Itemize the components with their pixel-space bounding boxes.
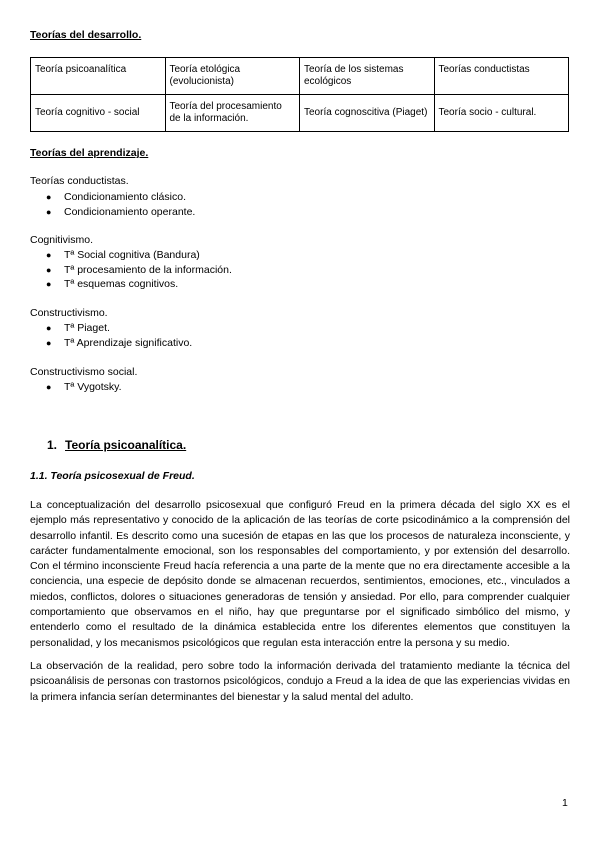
page-number: 1 bbox=[562, 797, 568, 809]
table-cell: Teoría del procesamiento de la información. bbox=[165, 95, 300, 132]
list-item-text: Tª procesamiento de la información. bbox=[64, 263, 232, 276]
list-item-text: Condicionamiento operante. bbox=[64, 205, 196, 218]
list-item bbox=[30, 248, 232, 263]
learning-group-label: Constructivismo. bbox=[30, 307, 108, 319]
table-cell: Teoría psicoanalítica bbox=[31, 58, 166, 95]
list-item bbox=[30, 336, 192, 351]
list-item bbox=[30, 380, 122, 395]
list-item-text: Condicionamiento clásico. bbox=[64, 191, 186, 203]
bullet-icon: ● bbox=[46, 250, 52, 260]
learning-group-label: Constructivismo social. bbox=[30, 366, 138, 378]
section-number: 1. bbox=[47, 438, 58, 452]
table-cell: Teoría cognitivo - social bbox=[31, 95, 166, 132]
list-item-text: Tª Piaget. bbox=[64, 322, 110, 334]
list-item-text: Tª esquemas cognitivos. bbox=[64, 278, 179, 290]
bullet-icon: ● bbox=[46, 337, 52, 348]
list-item bbox=[30, 205, 195, 220]
bullet-icon: ● bbox=[46, 206, 52, 217]
learning-group-list bbox=[30, 248, 232, 292]
subsection-heading: 1.1. Teoría psicosexual de Freud. bbox=[30, 470, 195, 482]
section-title: Teoría psicoanalítica. bbox=[65, 438, 187, 452]
table-cell: Teoría cognoscitiva (Piaget) bbox=[300, 95, 435, 132]
section-heading bbox=[47, 438, 186, 452]
list-item-text: Tª Aprendizaje significativo. bbox=[64, 336, 193, 349]
list-item bbox=[30, 277, 232, 292]
learning-group-list bbox=[30, 190, 195, 219]
bullet-icon: ● bbox=[46, 382, 52, 392]
bullet-icon: ● bbox=[46, 323, 52, 333]
bullet-icon: ● bbox=[46, 264, 52, 275]
list-item bbox=[30, 263, 232, 278]
learning-group-list bbox=[30, 380, 122, 395]
bullet-icon: ● bbox=[46, 192, 52, 202]
body-paragraph: La conceptualización del desarrollo psicosexual que configuró Freud en la primera década del siglo XX es el ejemplo más representativo y conocido de la aplicación de las teorías de corte psicodinámico a la comprensión del desarrollo infantil. Es descrito como una sucesión de etapas en las que los procesos de naturaleza inconsciente, y carácter fundamentalmente emocional, son los responsables del comportamiento, y por extensión del desarrollo. Con el término inconsciente Freud hacía referencia a una parte de la mente que no era directamente accesible a la conciencia, una especie de depósito donde se almacenan recuerdos, sentimientos, emociones, etc., vinculados a miedos, conflictos, dolores o situaciones generadoras de tensión y ansiedad. Por ello, para comprender cualquier comportamiento que observamos en el niño, hay que preguntarse por el significado simbólico del mismo, y entenderlo como el resultado de la dinámica establecida entre los diferentes elementos que constituyen la personalidad, y los mecanismos psicológicos que regulan esta interacción entre la persona y su medio. bbox=[30, 499, 570, 649]
learning-group-label: Teorías conductistas. bbox=[30, 175, 129, 187]
heading-learning-theories: Teorías del aprendizaje. bbox=[30, 147, 149, 159]
learning-group-list bbox=[30, 321, 192, 350]
list-item-text: Tª Vygotsky. bbox=[64, 381, 122, 393]
list-item bbox=[30, 190, 195, 205]
bullet-icon: ● bbox=[46, 279, 52, 289]
table-row bbox=[31, 95, 569, 132]
development-theories-table bbox=[30, 57, 569, 132]
body-paragraph: La observación de la realidad, pero sobre todo la información derivada del tratamiento mediante la técnica del psicoanálisis de personas con trastornos psicológicos, condujo a Freud a la idea de que las experiencias vividas en la primera infancia serían determinantes del bienestar y la salud mental del adulto. bbox=[30, 660, 570, 703]
list-item bbox=[30, 321, 192, 336]
list-item-text: Tª Social cognitiva (Bandura) bbox=[64, 249, 200, 261]
table-cell: Teorías conductistas bbox=[434, 58, 569, 95]
table-cell: Teoría de los sistemas ecológicos bbox=[300, 58, 435, 95]
table-cell: Teoría etológica (evolucionista) bbox=[165, 58, 300, 95]
table-row bbox=[31, 58, 569, 95]
table-cell: Teoría socio - cultural. bbox=[434, 95, 569, 132]
heading-development-theories: Teorías del desarrollo. bbox=[30, 29, 142, 41]
learning-group-label: Cognitivismo. bbox=[30, 234, 94, 246]
